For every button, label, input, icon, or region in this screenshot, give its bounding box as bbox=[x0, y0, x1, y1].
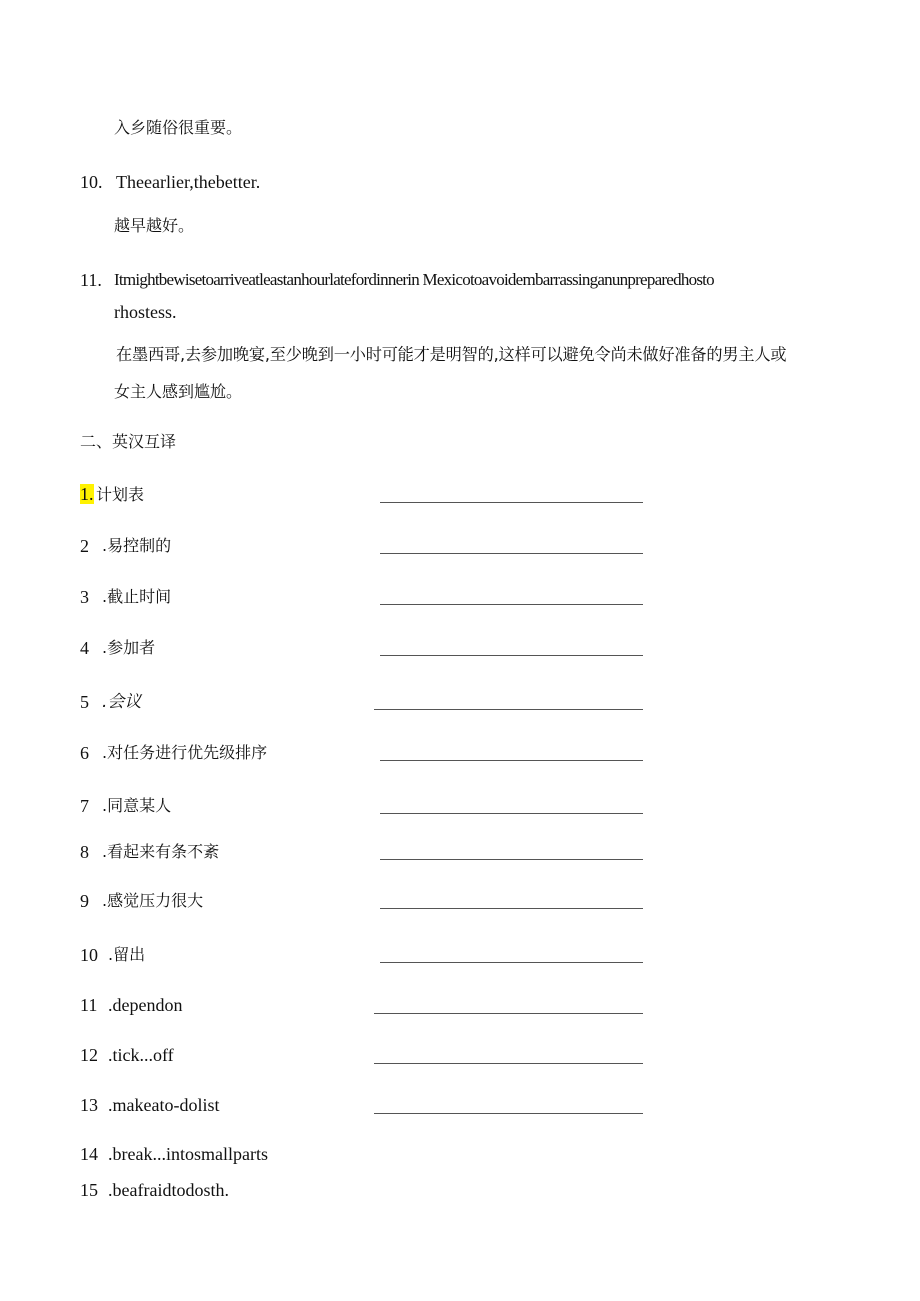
item-14-number: 14 bbox=[80, 1144, 98, 1164]
sentence-10-english: Theearlier,thebetter. bbox=[116, 172, 261, 192]
item-8-text: .看起来有条不紊 bbox=[102, 842, 220, 861]
item-13-answer-blank[interactable] bbox=[374, 1113, 643, 1114]
item-7-text: .同意某人 bbox=[102, 796, 172, 815]
item-10-text: .留出 bbox=[108, 945, 146, 964]
item-11-answer-blank[interactable] bbox=[374, 1013, 643, 1014]
item-10-number: 10 bbox=[80, 945, 98, 965]
item-1-text: 计划表 bbox=[96, 485, 145, 504]
sentence-11-english-line1: Itmightbewisetoarriveatleastanhourlatefordinnerin Mexicotoavoidembarrassinganunpreparedhosto bbox=[114, 270, 714, 289]
item-1-answer-blank[interactable] bbox=[380, 502, 643, 503]
item-4-text: .参加者 bbox=[102, 638, 156, 657]
sentence-11-number: 11. bbox=[80, 270, 102, 290]
item-15-text: .beafraidtodosth. bbox=[108, 1180, 229, 1200]
top-chinese-sentence: 入乡随俗很重要。 bbox=[114, 118, 243, 137]
item-4-number: 4 bbox=[80, 638, 89, 658]
sentence-11-english-line2: rhostess. bbox=[114, 302, 177, 322]
item-5-number: 5 bbox=[80, 692, 89, 712]
item-12-number: 12 bbox=[80, 1045, 98, 1065]
sentence-10-number: 10. bbox=[80, 172, 103, 192]
item-5-answer-blank[interactable] bbox=[374, 709, 643, 710]
item-8-number: 8 bbox=[80, 842, 89, 862]
sentence-11-chinese-line2: 女主人感到尴尬。 bbox=[114, 382, 243, 401]
item-9-number: 9 bbox=[80, 891, 89, 911]
item-12-text: .tick...off bbox=[108, 1045, 174, 1065]
item-15-number: 15 bbox=[80, 1180, 98, 1200]
item-9-text: .感觉压力很大 bbox=[102, 891, 204, 910]
item-13-number: 13 bbox=[80, 1095, 98, 1115]
item-4-answer-blank[interactable] bbox=[380, 655, 643, 656]
item-1-number: 1. bbox=[80, 484, 94, 504]
section-title: 二、英汉互译 bbox=[80, 432, 177, 451]
sentence-10-chinese: 越早越好。 bbox=[114, 216, 195, 235]
item-11-text: .dependon bbox=[108, 995, 183, 1015]
item-6-text: .对任务进行优先级排序 bbox=[102, 743, 268, 762]
item-3-text: .截止时间 bbox=[102, 587, 172, 606]
item-12-answer-blank[interactable] bbox=[374, 1063, 643, 1064]
item-3-answer-blank[interactable] bbox=[380, 604, 643, 605]
item-13-text: .makeato-dolist bbox=[108, 1095, 220, 1115]
item-9-answer-blank[interactable] bbox=[380, 908, 643, 909]
item-3-number: 3 bbox=[80, 587, 89, 607]
item-8-answer-blank[interactable] bbox=[380, 859, 643, 860]
item-5-text: .会议 bbox=[102, 692, 142, 712]
item-14-text: .break...intosmallparts bbox=[108, 1144, 268, 1164]
item-7-answer-blank[interactable] bbox=[380, 813, 643, 814]
item-6-answer-blank[interactable] bbox=[380, 760, 643, 761]
item-2-answer-blank[interactable] bbox=[380, 553, 643, 554]
item-2-number: 2 bbox=[80, 536, 89, 556]
sentence-11-chinese-line1: 在墨西哥,去参加晚宴,至少晚到一小时可能才是明智的,这样可以避免令尚未做好准备的男主人或 bbox=[116, 345, 787, 364]
item-10-answer-blank[interactable] bbox=[380, 962, 643, 963]
item-11-number: 11 bbox=[80, 995, 98, 1015]
item-2-text: .易控制的 bbox=[102, 536, 172, 555]
item-7-number: 7 bbox=[80, 796, 89, 816]
item-6-number: 6 bbox=[80, 743, 89, 763]
